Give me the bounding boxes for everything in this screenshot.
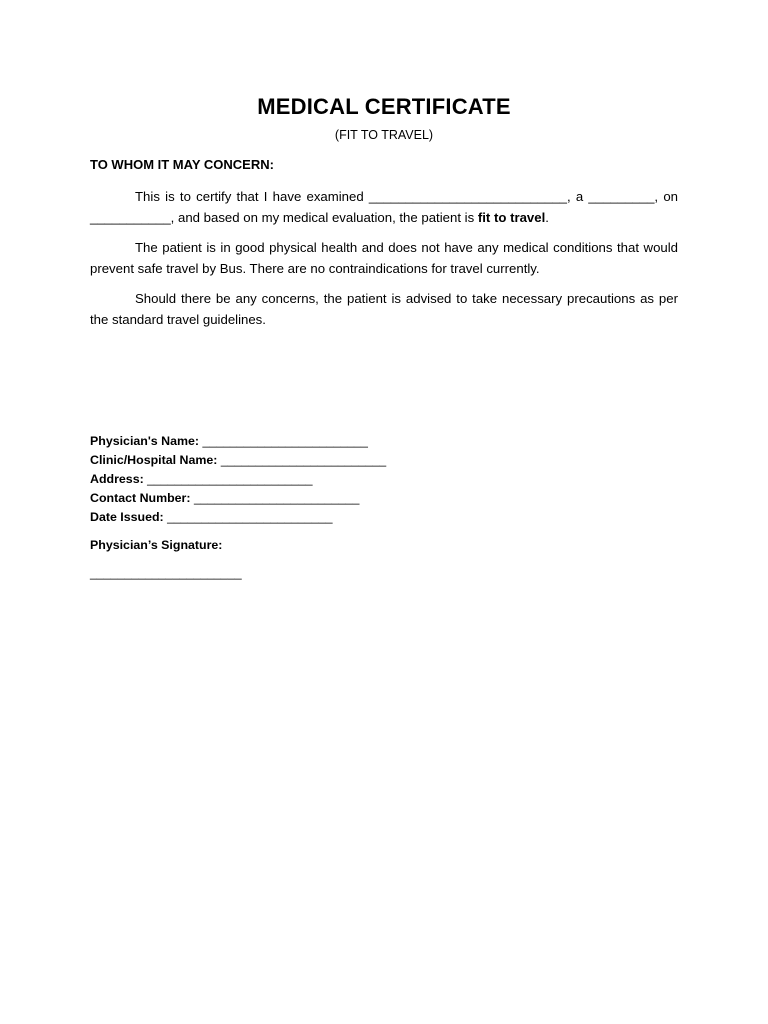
field-label: Contact Number: <box>90 491 191 505</box>
field-blank: ________________________ <box>143 472 313 486</box>
precautions-paragraph: Should there be any concerns, the patient is advised to take necessary precautions as per the standard travel guidelines. <box>90 291 678 327</box>
field-label: Clinic/Hospital Name: <box>90 453 218 467</box>
physician-name-field <box>90 432 386 451</box>
field-label: Date Issued: <box>90 510 164 524</box>
contact-number-field <box>90 489 386 508</box>
date-issued-field <box>90 508 386 527</box>
field-blank: ________________________ <box>190 491 360 505</box>
health-paragraph: The patient is in good physical health and does not have any medical conditions that would prevent safe travel by Bus. There are no contraindications for travel currently. <box>90 240 678 276</box>
clinic-hospital-name-field <box>90 451 386 470</box>
certification-text: This is to certify that I have examined ___________________________, a _________, on ___________, and based on my medical evaluation, the patient is <box>90 189 678 225</box>
salutation: TO WHOM IT MAY CONCERN: <box>90 157 274 172</box>
field-label: Physician's Name: <box>90 434 200 448</box>
field-blank: ________________________ <box>217 453 387 467</box>
field-blank: ________________________ <box>199 434 368 448</box>
address-field <box>90 470 386 489</box>
page-title: MEDICAL CERTIFICATE <box>257 94 511 119</box>
physician-signature-label: Physician’s Signature: <box>90 538 223 552</box>
field-blank: ________________________ <box>163 510 333 524</box>
signature-line: ______________________ <box>90 566 242 580</box>
page-subtitle: (FIT TO TRAVEL) <box>334 128 434 142</box>
fit-to-travel-emphasis: fit to travel <box>477 209 546 225</box>
certification-period: . <box>545 209 549 225</box>
field-label: Address: <box>90 472 144 486</box>
physician-fields <box>90 432 386 527</box>
certification-paragraph <box>90 187 678 228</box>
